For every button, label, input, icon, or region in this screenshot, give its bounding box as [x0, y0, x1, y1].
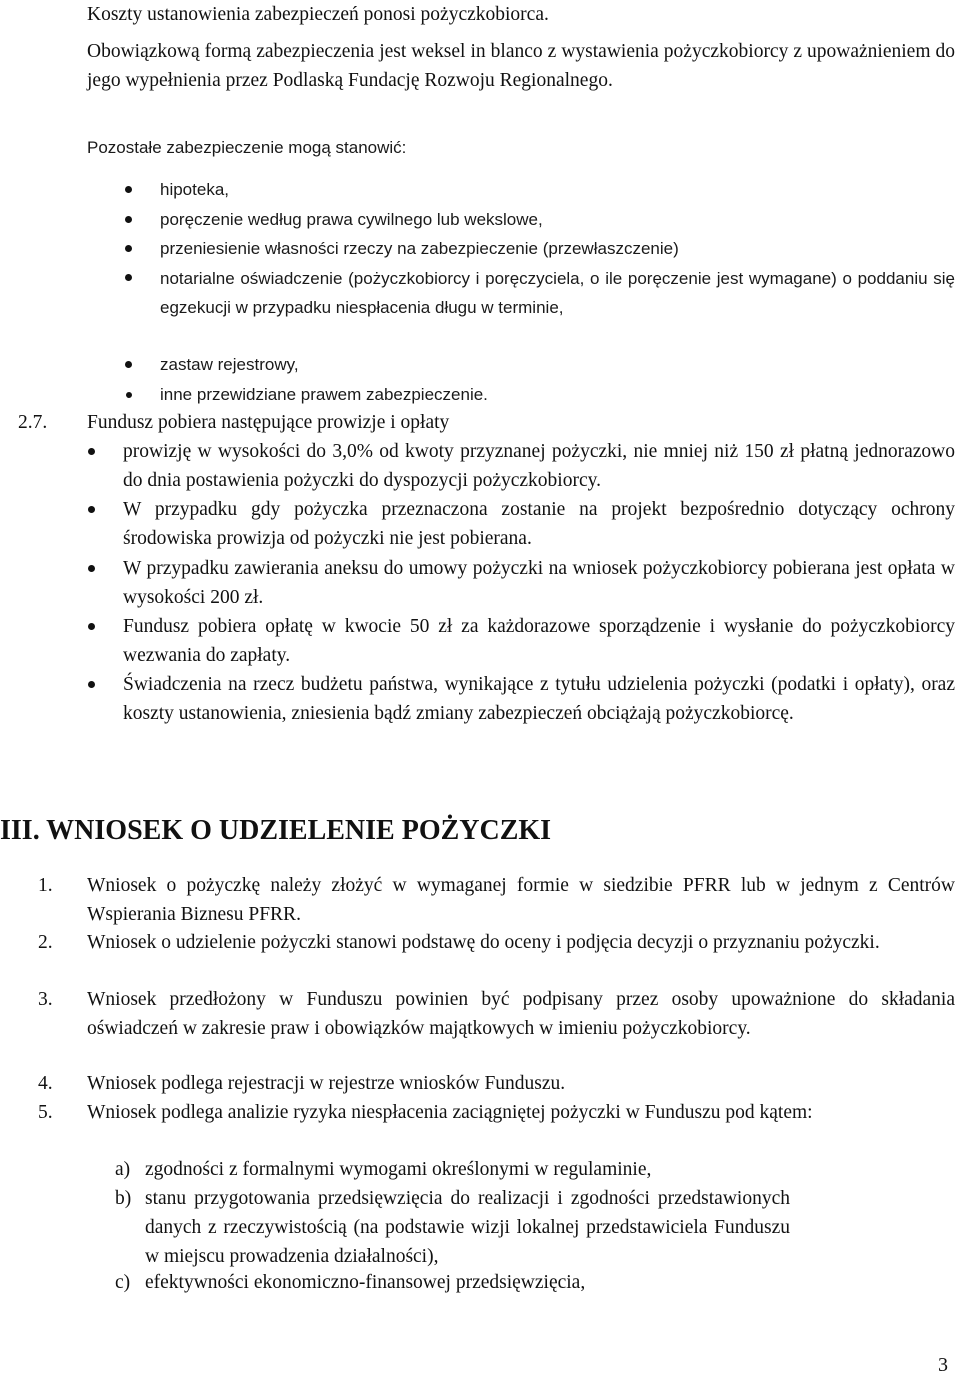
- bullet-icon: [125, 274, 132, 281]
- section-heading: III. WNIOSEK O UDZIELENIE POŻYCZKI: [0, 815, 552, 846]
- list-number: 5.: [38, 1102, 53, 1123]
- fee-item: Fundusz pobiera opłatę w kwocie 50 zł za każdorazowe sporządzenie i wysłanie do pożyczkobiorcy wezwania do zapłaty.: [123, 616, 955, 666]
- security-item: zastaw rejestrowy,: [160, 355, 299, 374]
- list-item: Wniosek o udzielenie pożyczki stanowi podstawę do oceny i podjęcia decyzji o przyznaniu pożyczki.: [87, 932, 880, 953]
- security-item: inne przewidziane prawem zabezpieczenie.: [160, 385, 488, 404]
- other-security-intro: Pozostałe zabezpieczenie mogą stanowić:: [87, 138, 407, 157]
- list-number: 2.: [38, 932, 53, 953]
- sublist-label: a): [115, 1159, 131, 1180]
- bullet-icon: [125, 216, 132, 223]
- bullet-icon: [125, 186, 132, 193]
- bullet-icon: [88, 506, 95, 513]
- bullet-icon: [126, 392, 132, 398]
- bullet-icon: [88, 623, 95, 630]
- fee-item: prowizję w wysokości do 3,0% od kwoty przyznanej pożyczki, nie mniej niż 150 zł płatną jednorazowo do dnia postawienia pożyczki do dyspozycji pożyczkobiorcy.: [123, 441, 955, 491]
- sublist-item: efektywności ekonomiczno-finansowej przedsięwzięcia,: [145, 1272, 586, 1293]
- costs-line: Koszty ustanowienia zabezpieczeń ponosi pożyczkobiorca.: [87, 4, 549, 25]
- bullet-icon: [125, 245, 132, 252]
- section-title: Fundusz pobiera następujące prowizje i opłaty: [87, 412, 450, 433]
- list-number: 3.: [38, 989, 53, 1010]
- security-item: poręczenie według prawa cywilnego lub wekslowe,: [160, 210, 543, 229]
- list-number: 4.: [38, 1073, 53, 1094]
- bullet-icon: [88, 448, 95, 455]
- security-item: notarialne oświadczenie (pożyczkobiorcy i poręczyciela, o ile poręczenie jest wymagane) o poddaniu się egzekucji w przypadku niespłacenia długu w terminie,: [160, 269, 955, 317]
- list-item: Wniosek podlega analizie ryzyka niespłacenia zaciągniętej pożyczki w Funduszu pod kątem:: [87, 1102, 813, 1123]
- fee-item: Świadczenia na rzecz budżetu państwa, wynikające z tytułu udzielenia pożyczki (podatki i opłaty), oraz koszty ustanowienia, zniesienia bądź zmiany zabezpieczeń obciążają pożyczkobiorcę.: [123, 674, 955, 724]
- list-number: 1.: [38, 875, 53, 896]
- bullet-icon: [88, 565, 95, 572]
- security-item: przeniesienie własności rzeczy na zabezpieczenie (przewłaszczenie): [160, 239, 679, 258]
- sublist-label: b): [115, 1188, 132, 1209]
- bullet-icon: [125, 361, 132, 368]
- sublist-item: stanu przygotowania przedsięwzięcia do realizacji i zgodności przedstawionych danych z rzeczywistością (na podstawie wizji lokalnej przedstawiciela Funduszu w miejscu prowadzenia działalności),: [145, 1188, 790, 1267]
- security-item: hipoteka,: [160, 180, 229, 199]
- list-item: Wniosek o pożyczkę należy złożyć w wymaganej formie w siedzibie PFRR lub w jednym z Centrów Wspierania Biznesu PFRR.: [87, 875, 955, 925]
- section-number: 2.7.: [18, 412, 48, 433]
- bullet-icon: [88, 681, 95, 688]
- fee-item: W przypadku gdy pożyczka przeznaczona zostanie na projekt bezpośrednio dotyczący ochrony środowiska prowizja od pożyczki nie jest pobierana.: [123, 499, 955, 549]
- sublist-label: c): [115, 1272, 131, 1293]
- list-item: Wniosek przedłożony w Funduszu powinien być podpisany przez osoby upoważnione do składania oświadczeń w zakresie praw i obowiązków majątkowych w imieniu pożyczkobiorcy.: [87, 989, 955, 1039]
- page-number: 3: [938, 1354, 948, 1376]
- fee-item: W przypadku zawierania aneksu do umowy pożyczki na wniosek pożyczkobiorcy pobierana jest opłata w wysokości 200 zł.: [123, 558, 955, 608]
- mandatory-security-paragraph: Obowiązkową formą zabezpieczenia jest weksel in blanco z wystawienia pożyczkobiorcy z upoważnieniem do jego wypełnienia przez Podlaską Fundację Rozwoju Regionalnego.: [87, 41, 955, 91]
- sublist-item: zgodności z formalnymi wymogami określonymi w regulaminie,: [145, 1159, 652, 1180]
- list-item: Wniosek podlega rejestracji w rejestrze wniosków Funduszu.: [87, 1073, 566, 1094]
